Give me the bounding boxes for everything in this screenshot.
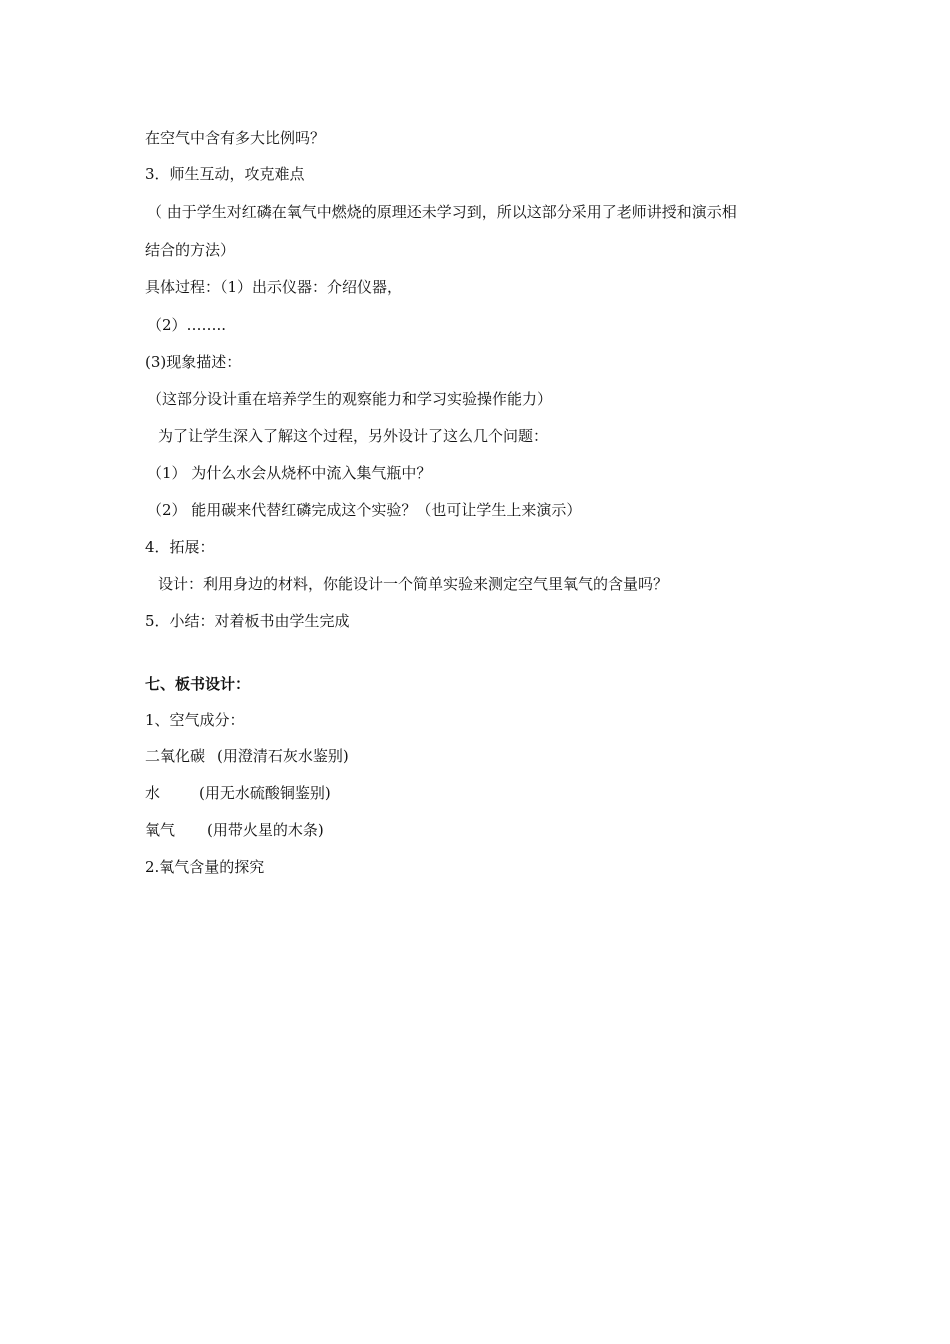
text-line: 设计：利用身边的材料，你能设计一个简单实验来测定空气里氧气的含量吗？ (158, 575, 669, 593)
text-line: 在空气中含有多大比例吗？ (145, 129, 326, 147)
board-row (145, 820, 324, 840)
text-line: 为了让学生深入了解这个过程，另外设计了这么几个问题： (158, 427, 549, 445)
board-row-name: 水 (145, 784, 161, 802)
board-row-note: (用带火星的木条) (207, 821, 324, 839)
question-item: （2） 能用碳来代替红磷完成这个实验？（也可让学生上来演示） (147, 501, 582, 519)
step-heading: 3．师生互动，攻克难点 (145, 165, 305, 183)
step-heading: 4．拓展： (145, 538, 215, 556)
text-line: (3)现象描述： (145, 353, 242, 371)
board-row (145, 783, 331, 803)
board-item: 1、空气成分： (145, 711, 245, 729)
text-line: 结合的方法） (145, 241, 236, 259)
question-item: （1） 为什么水会从烧杯中流入集气瓶中？ (147, 464, 432, 482)
section-title: 七、板书设计： (145, 675, 251, 693)
text-line: （ 由于学生对红磷在氧气中燃烧的原理还未学习到，所以这部分采用了老师讲授和演示相 (147, 203, 737, 221)
board-item: 2.氧气含量的探究 (145, 858, 265, 876)
board-row-name: 二氧化碳 (145, 747, 206, 765)
text-line: （这部分设计重在培养学生的观察能力和学习实验操作能力） (147, 390, 553, 408)
board-row-name: 氧气 (145, 821, 176, 839)
step-heading: 5．小结：对着板书由学生完成 (145, 612, 350, 630)
board-row-note: (用澄清石灰水鉴别) (217, 747, 349, 765)
text-line: （2）…….. (147, 316, 227, 334)
text-line: 具体过程：（1）出示仪器：介绍仪器， (145, 278, 403, 296)
board-row (145, 746, 349, 766)
board-row-note: (用无水硫酸铜鉴别) (199, 784, 331, 802)
